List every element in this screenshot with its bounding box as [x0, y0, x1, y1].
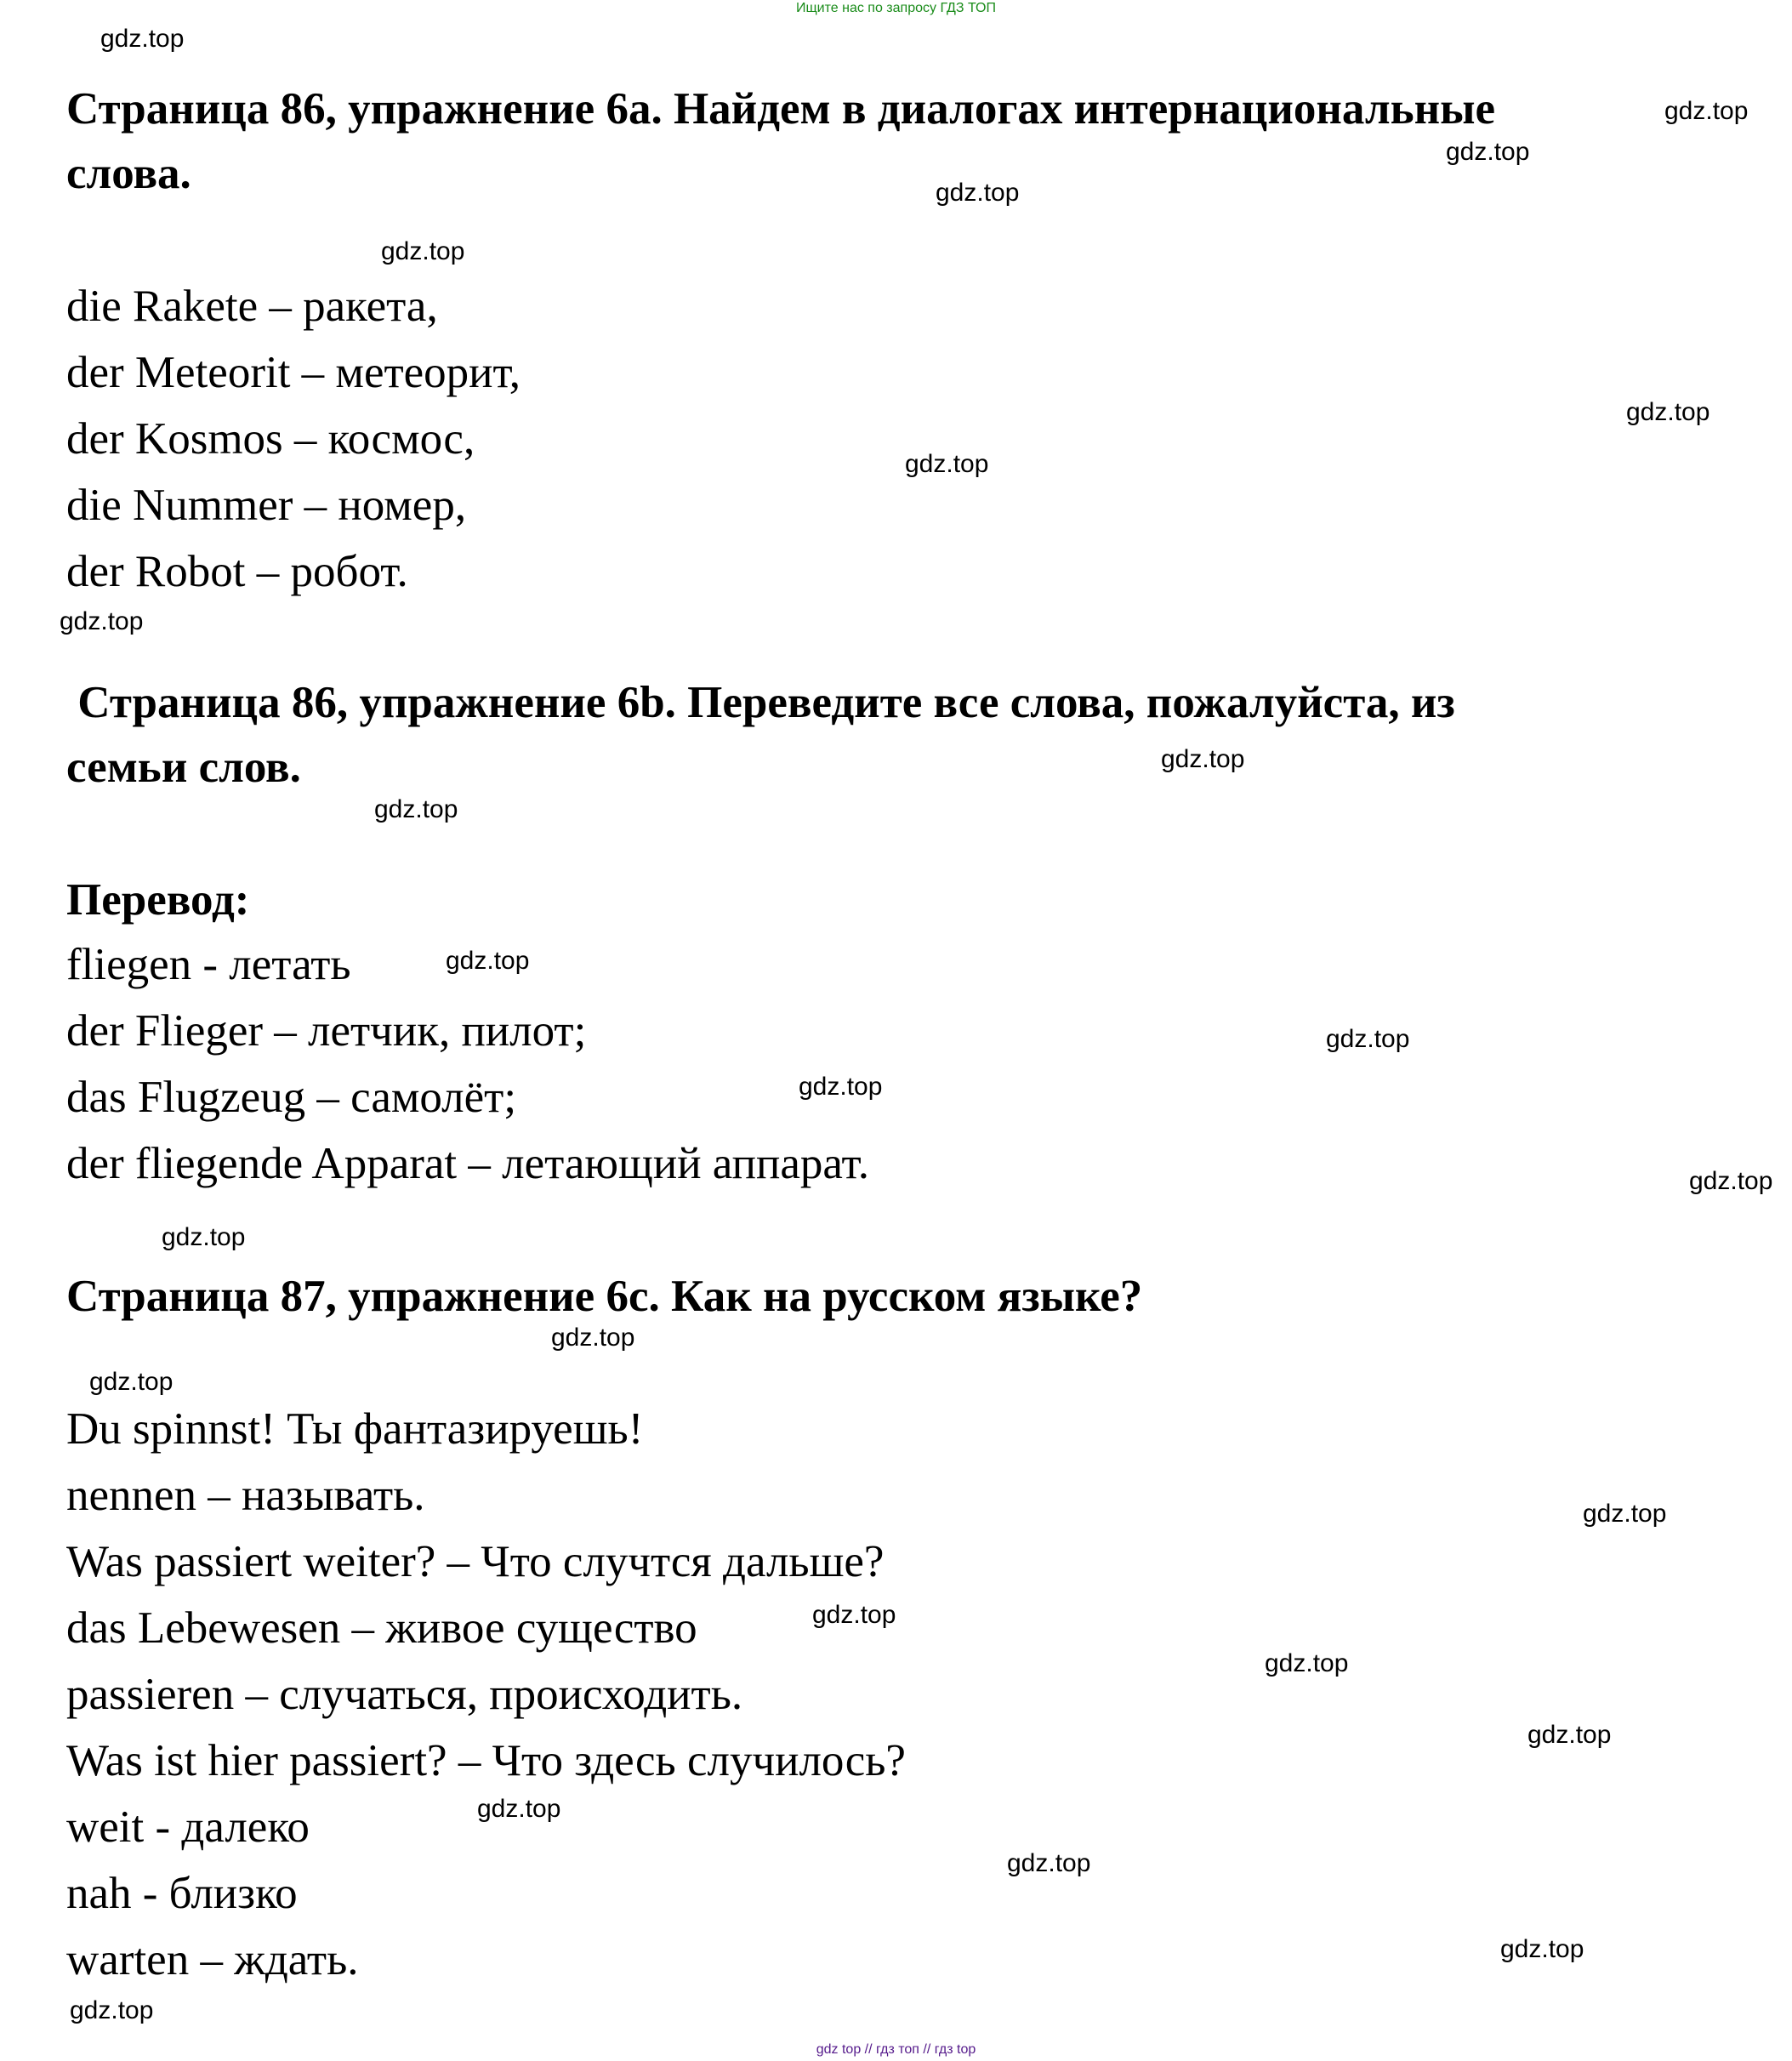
watermark: gdz.top — [381, 237, 465, 265]
vocab-line: das Flugzeug – самолёт; — [66, 1073, 517, 1122]
vocab-line: der Kosmos – космос, — [66, 414, 475, 464]
watermark: gdz.top — [936, 179, 1020, 207]
watermark: gdz.top — [1446, 138, 1530, 166]
vocab-line: Was ist hier passiert? – Что здесь случилось? — [66, 1736, 906, 1785]
watermark: gdz.top — [477, 1795, 561, 1823]
vocab-line: weit - далеко — [66, 1802, 310, 1852]
section-1-heading-line-2: слова. — [66, 149, 191, 198]
footer-links — [0, 2041, 1792, 2058]
vocab-line: Du spinnst! Ты фантазируешь! — [66, 1404, 644, 1454]
vocab-line: nah - близко — [66, 1869, 298, 1918]
watermark: gdz.top — [1527, 1721, 1612, 1749]
top-banner: Ищите нас по запросу ГДЗ ТОП — [796, 1, 996, 15]
vocab-line: der Meteorit – метеорит, — [66, 348, 521, 397]
footer-separator: // — [864, 2042, 873, 2057]
vocab-line: nennen – называть. — [66, 1471, 425, 1520]
watermark: gdz.top — [162, 1223, 246, 1251]
section-3-heading: Страница 87, упражнение 6с. Как на русском языке? — [66, 1272, 1143, 1321]
section-2-heading-line-2: семьи слов. — [66, 743, 301, 792]
watermark: gdz.top — [100, 25, 185, 53]
watermark: gdz.top — [1007, 1849, 1091, 1877]
watermark: gdz.top — [446, 947, 530, 975]
watermark: gdz.top — [60, 607, 144, 635]
watermark: gdz.top — [1161, 745, 1245, 773]
watermark: gdz.top — [1326, 1025, 1410, 1053]
footer-link[interactable]: гдз top — [934, 2042, 976, 2057]
vocab-line: der fliegende Apparat – летающий аппарат. — [66, 1139, 869, 1188]
footer-link[interactable]: гдз топ — [876, 2042, 919, 2057]
watermark: gdz.top — [1265, 1649, 1349, 1677]
watermark: gdz.top — [551, 1324, 635, 1352]
vocab-line: Was passiert weiter? – Что случтся дальше? — [66, 1537, 885, 1586]
vocab-line: der Robot – робот. — [66, 547, 408, 596]
watermark: gdz.top — [1500, 1935, 1584, 1963]
vocab-line: die Nummer – номер, — [66, 481, 467, 530]
watermark: gdz.top — [1626, 398, 1710, 426]
vocab-line: die Rakete – ракета, — [66, 282, 438, 331]
watermark: gdz.top — [905, 450, 989, 478]
watermark: gdz.top — [1689, 1167, 1773, 1195]
translation-subheading: Перевод: — [66, 875, 250, 925]
vocab-line: passieren – случаться, происходить. — [66, 1670, 743, 1719]
watermark: gdz.top — [1583, 1500, 1667, 1528]
vocab-line: das Lebewesen – живое существо — [66, 1603, 697, 1653]
watermark: gdz.top — [70, 1996, 154, 2024]
watermark: gdz.top — [812, 1601, 896, 1629]
footer-link[interactable]: gdz top — [816, 2042, 862, 2057]
watermark: gdz.top — [374, 795, 458, 823]
footer-separator: // — [923, 2042, 931, 2057]
watermark: gdz.top — [89, 1368, 174, 1396]
vocab-line: warten – ждать. — [66, 1935, 359, 1984]
vocab-line: der Flieger – летчик, пилот; — [66, 1006, 587, 1056]
watermark: gdz.top — [1664, 97, 1749, 125]
section-1-heading-line-1: Страница 86, упражнение 6а. Найдем в диалогах интернациональные — [66, 84, 1496, 134]
vocab-line: fliegen - летать — [66, 940, 351, 989]
section-2-heading-line-1: Страница 86, упражнение 6b. Переведите все слова, пожалуйста, из — [66, 678, 1455, 727]
watermark: gdz.top — [799, 1073, 883, 1101]
